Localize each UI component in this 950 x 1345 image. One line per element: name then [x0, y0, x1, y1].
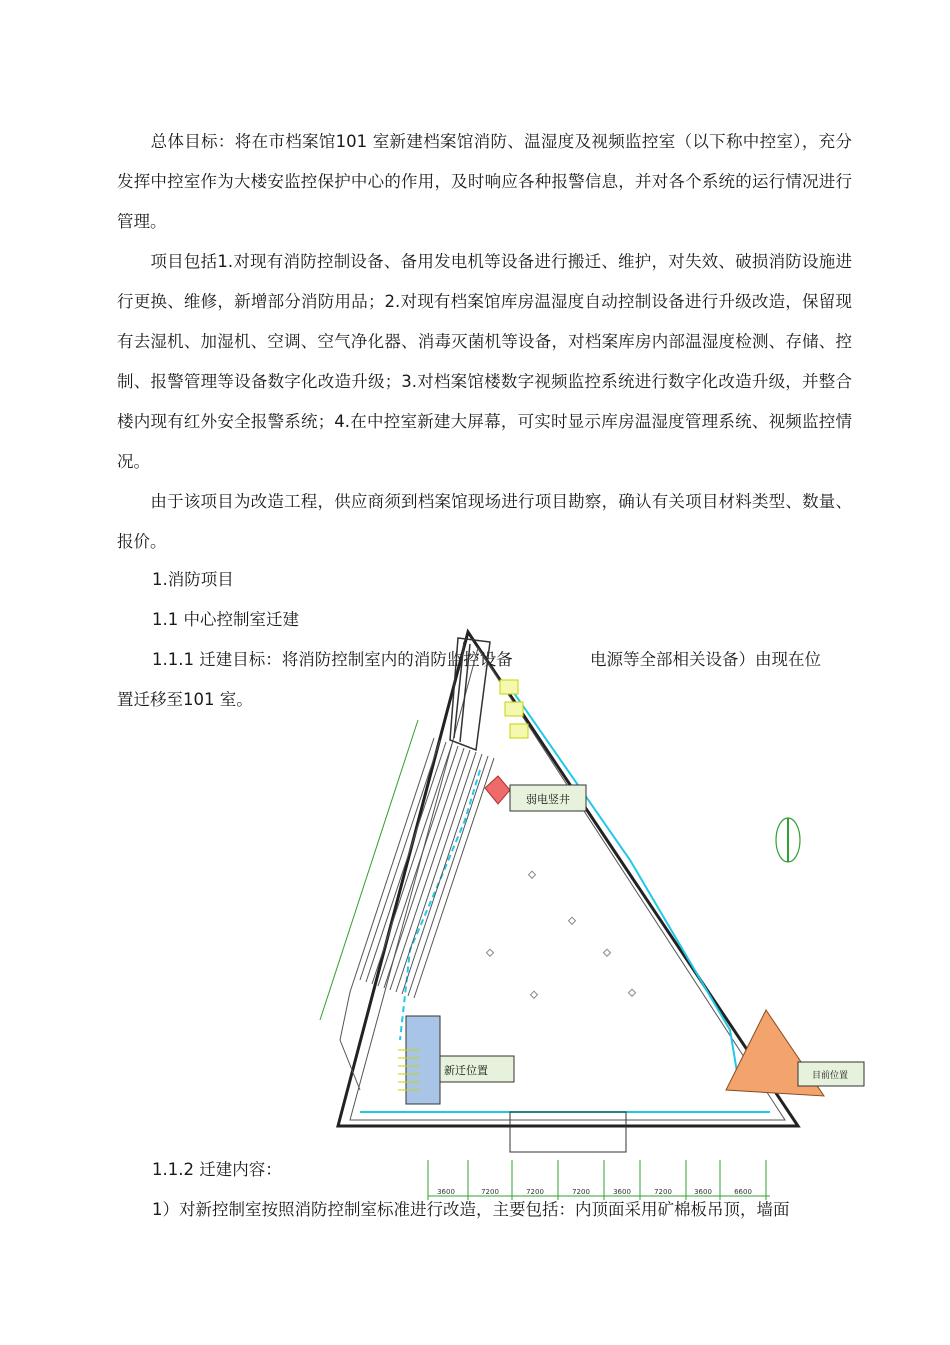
heading-control-room-relocation: 1.1 中心控制室迁建 — [152, 610, 299, 629]
north-arrow-icon — [776, 818, 800, 862]
new-position-area — [406, 1016, 440, 1104]
dim-label-7: 3600 — [694, 1188, 712, 1196]
dim-label-6: 7200 — [654, 1188, 672, 1196]
dim-label-3: 7200 — [526, 1188, 544, 1196]
heading-fire-project: 1.消防项目 — [152, 570, 234, 589]
current-position-label: 目前位置 — [811, 1071, 849, 1081]
paragraph-overall-goal: 总体目标：将在市档案馆101 室新建档案馆消防、温湿度及视频监控室（以下称中控室），充分发挥中控室作为大楼安监控保护中心的作用，及时响应各种报警信息，并对各个系统的运行情况进行管理。 — [117, 132, 852, 231]
shaft-label: 弱电竖井 — [526, 793, 570, 806]
paragraph-survey: 由于该项目为改造工程，供应商须到档案馆现场进行项目勘察，确认有关项目材料类型、数量、报价。 — [117, 492, 852, 551]
new-position-label: 新迁位置 — [444, 1064, 488, 1077]
floor-plan-diagram — [300, 620, 880, 1200]
top-equipment — [500, 680, 528, 738]
dim-label-5: 3600 — [613, 1188, 631, 1196]
column-markers — [486, 871, 635, 998]
dim-label-2: 7200 — [481, 1188, 499, 1196]
dim-label-1: 3600 — [437, 1188, 455, 1196]
bottom-entrance — [510, 1112, 626, 1152]
dim-label-4: 7200 — [572, 1188, 590, 1196]
heading-relocation-goal-a: 1.1.1 迁建目标：将消防控制室内的消防监控设备 — [152, 650, 513, 669]
paragraph-project-scope: 项目包括1.对现有消防控制设备、备用发电机等设备进行搬迁、维护，对失效、破损消防设施进行更换、维修，新增部分消防用品；2.对现有档案馆库房温湿度自动控制设备进行升级改造，保留现有去湿机、加湿机、空调、空气净化器、消毒灭菌机等设备，对档案库房内部温湿度检测、存储、控制、报警管理等设备数字化改造升级；3.对档案馆楼数字视频监控系统进行数字化改造升级，并整合楼内现有红外安全报警系统；4.在中控室新建大屏幕，可实时显示库房温湿度管理系统、视频监控情况。 — [117, 252, 852, 471]
heading-relocation-goal-c: 置迁移至101 室。 — [117, 690, 253, 709]
dimension-ticks — [428, 1160, 766, 1200]
dim-label-8: 6600 — [734, 1188, 752, 1196]
list-item-1: 1）对新控制室按照消防控制室标准进行改造，主要包括：内顶面采用矿棉板吊顶，墙面 — [152, 1200, 790, 1219]
heading-relocation-content: 1.1.2 迁建内容： — [152, 1160, 282, 1179]
shaft-marker — [485, 776, 510, 804]
heading-relocation-goal-b: 电源等全部相关设备）由现在位 — [590, 650, 821, 669]
